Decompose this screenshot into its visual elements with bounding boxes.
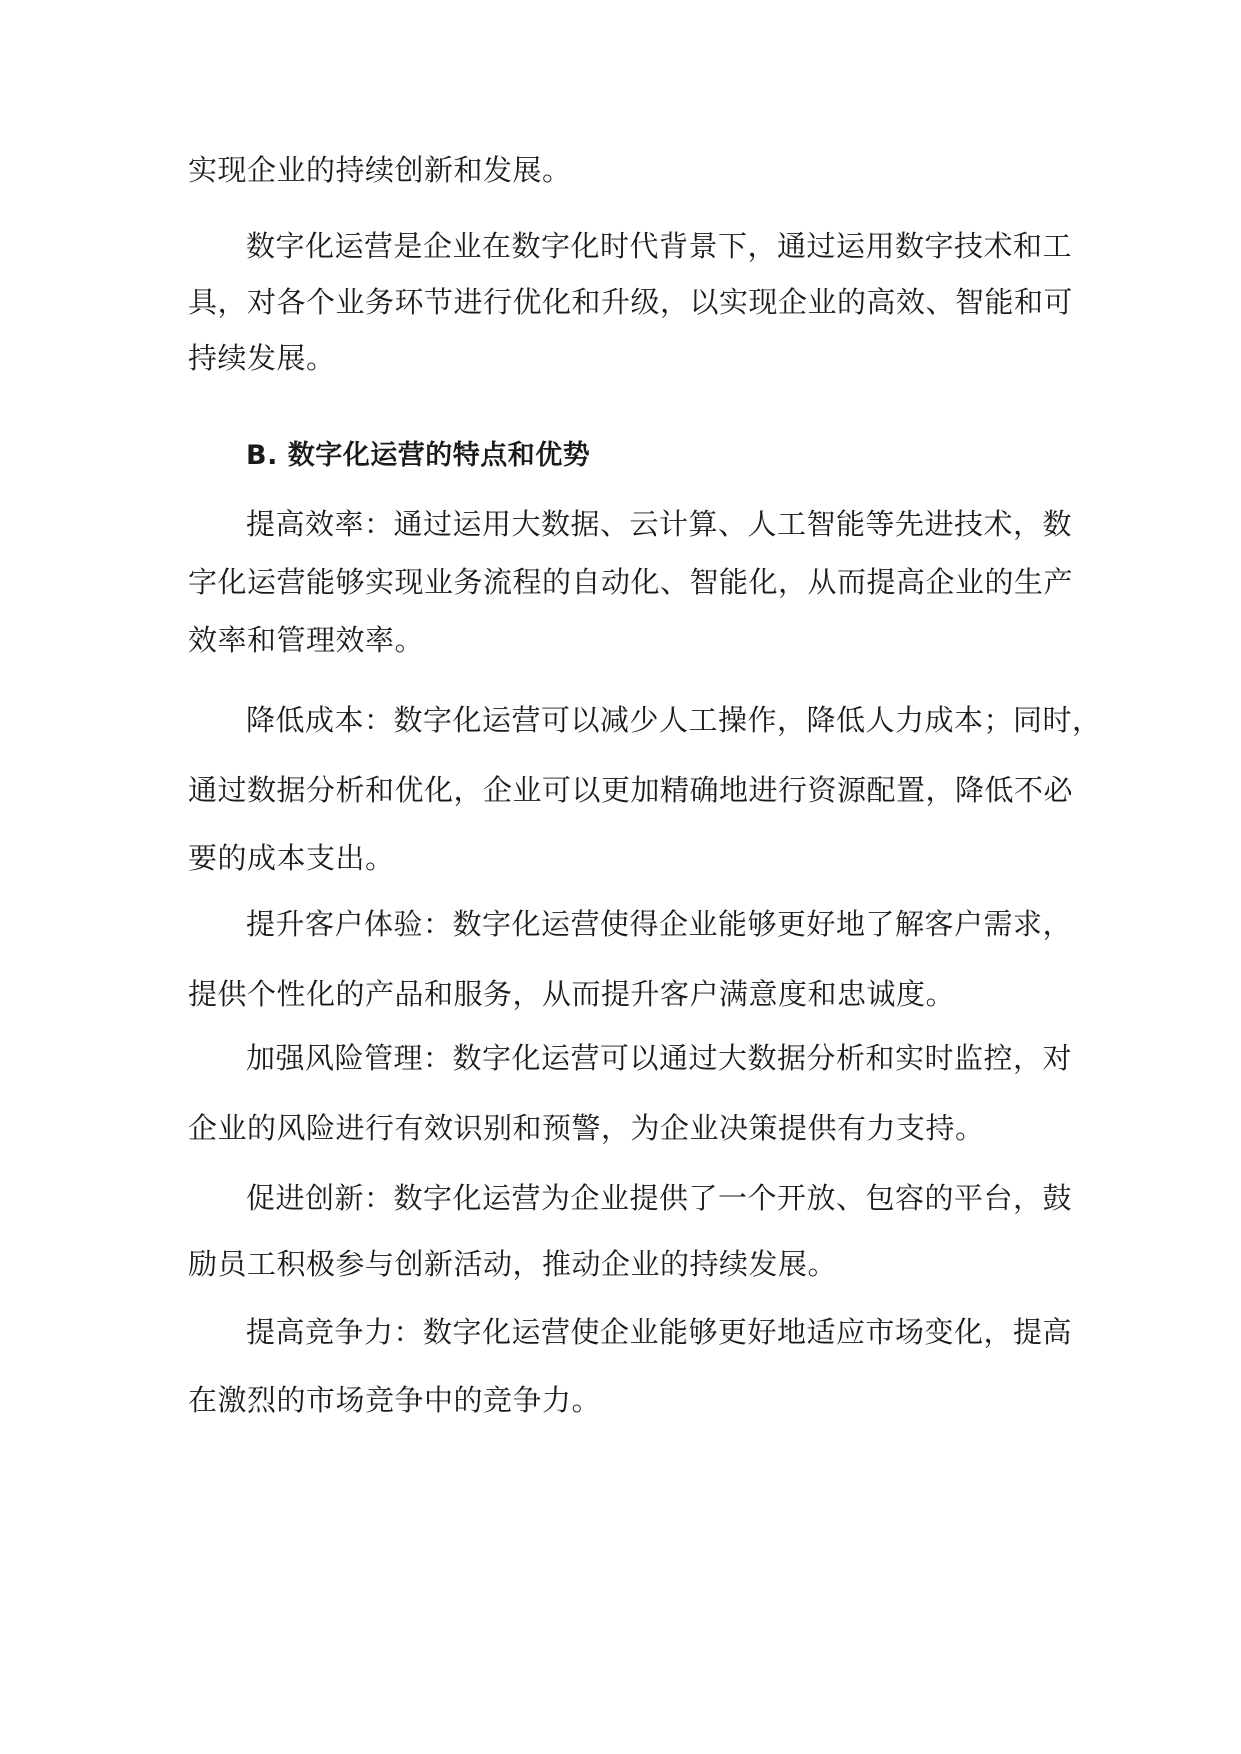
paragraph-line: 提供个性化的产品和服务，从而提升客户满意度和忠诚度。: [188, 977, 956, 1011]
paragraph-line: 企业的风险进行有效识别和预警，为企业决策提供有力支持。: [188, 1111, 985, 1145]
paragraph-line: 励员工积极参与创新活动，推动企业的持续发展。: [188, 1247, 838, 1281]
paragraph-line: 字化运营能够实现业务流程的自动化、智能化，从而提高企业的生产: [188, 565, 1074, 599]
paragraph-line: 效率和管理效率。: [188, 623, 425, 657]
paragraph-line: 加强风险管理：数字化运营可以通过大数据分析和实时监控，对: [246, 1041, 1073, 1075]
paragraph-line: 提高效率：通过运用大数据、云计算、人工智能等先进技术，数: [246, 507, 1073, 541]
paragraph-line: 实现企业的持续创新和发展。: [188, 153, 572, 187]
paragraph-line: 提升客户体验：数字化运营使得企业能够更好地了解客户需求，: [246, 907, 1073, 941]
paragraph-line: 数字化运营是企业在数字化时代背景下，通过运用数字技术和工: [246, 229, 1073, 263]
paragraph-line: 提高竞争力：数字化运营使企业能够更好地适应市场变化，提高: [246, 1315, 1073, 1349]
paragraph-line: 要的成本支出。: [188, 841, 395, 875]
paragraph-line: 促进创新：数字化运营为企业提供了一个开放、包容的平台，鼓: [246, 1181, 1073, 1215]
paragraph-line: 在激烈的市场竞争中的竞争力。: [188, 1383, 602, 1417]
section-heading: B. 数字化运营的特点和优势: [246, 440, 591, 471]
paragraph-line: 具，对各个业务环节进行优化和升级，以实现企业的高效、智能和可: [188, 285, 1074, 319]
paragraph-line: 通过数据分析和优化，企业可以更加精确地进行资源配置，降低不必: [188, 773, 1074, 807]
paragraph-line: 降低成本：数字化运营可以减少人工操作，降低人力成本；同时，: [246, 703, 1102, 737]
paragraph-line: 持续发展。: [188, 341, 336, 375]
